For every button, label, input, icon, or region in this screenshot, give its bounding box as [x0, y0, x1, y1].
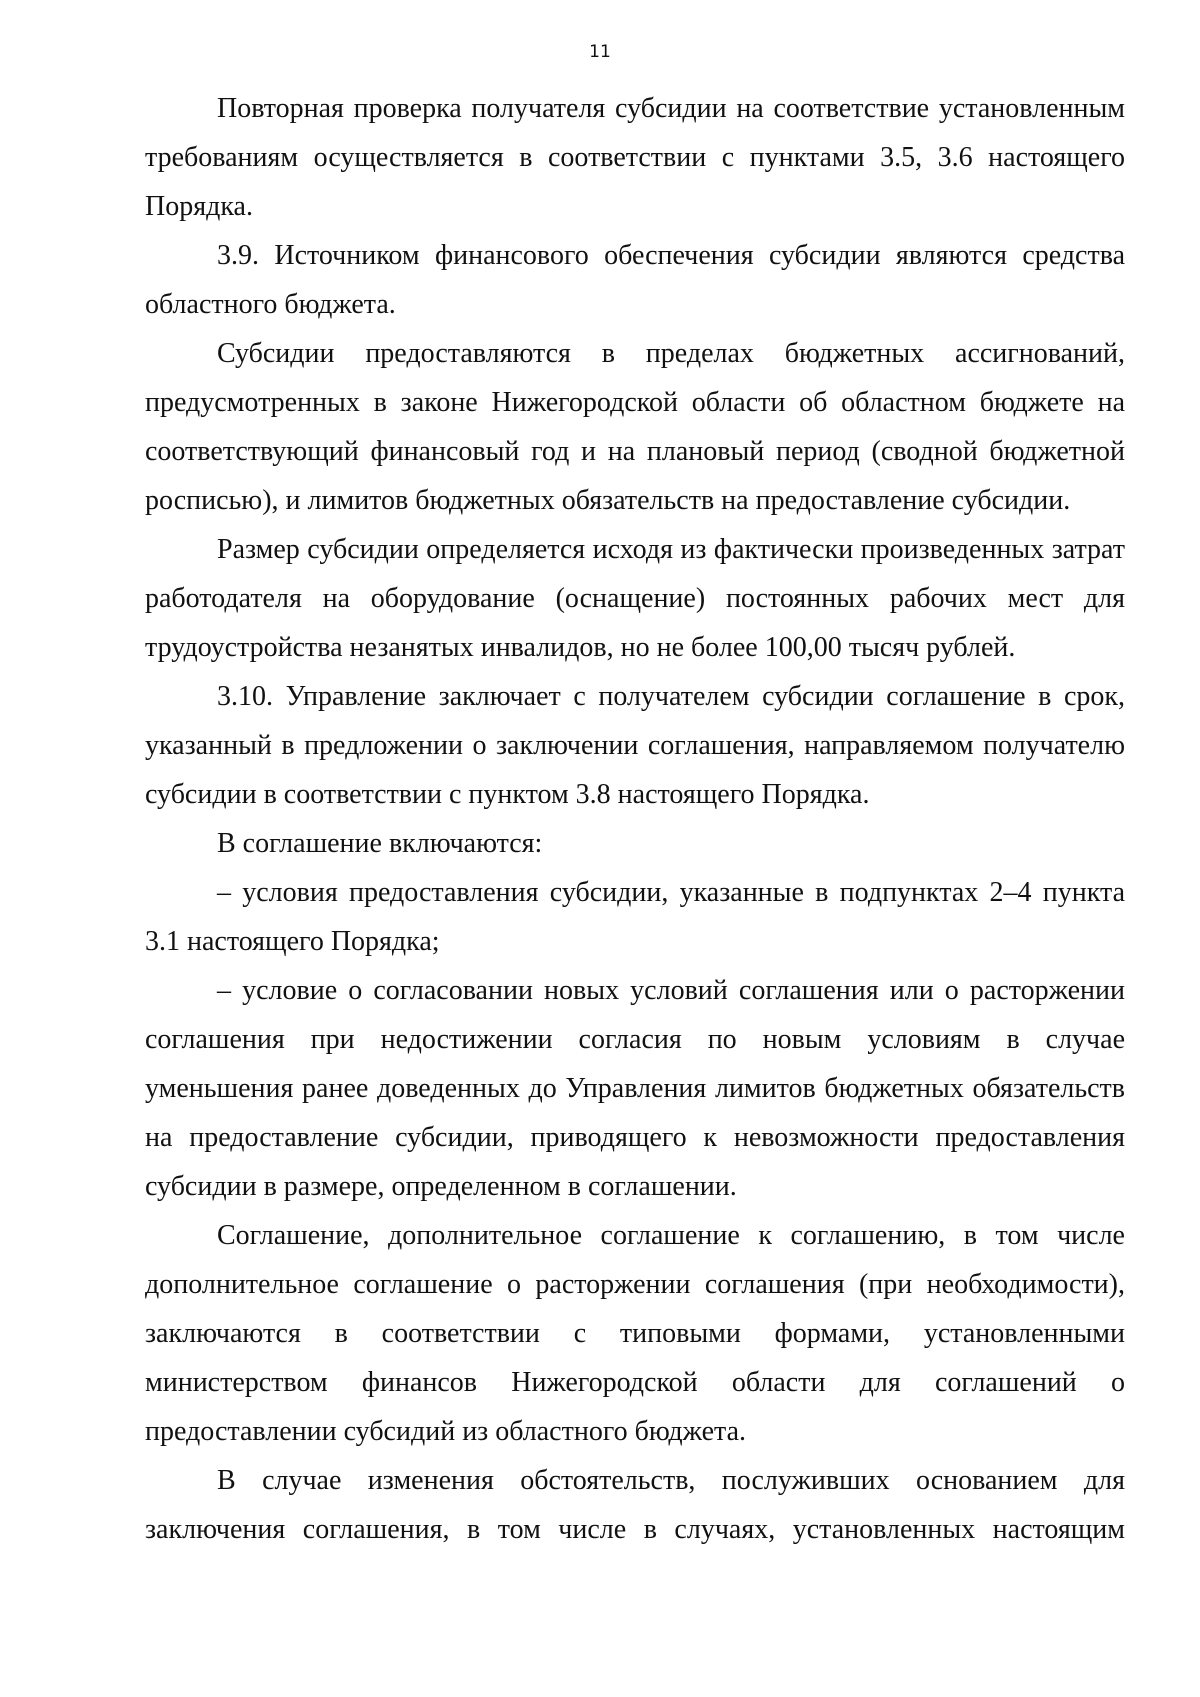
list-item-conditions: – условия предоставления субсидии, указанные в подпунктах 2–4 пункта 3.1 настоящего Порядка;	[145, 877, 1125, 957]
paragraph-circumstances-change: В случае изменения обстоятельств, послуживших основанием для заключения соглашения, в том числе в случаях, установленных настоящим	[145, 1465, 1125, 1545]
paragraph-budget-allocations: Субсидии предоставляются в пределах бюджетных ассигнований, предусмотренных в законе Нижегородской области об областном бюджете на соответствующий финансовый год и на плановый период (сводной бюджетной росписью), и лимитов бюджетных обязательств на предоставление субсидии.	[145, 338, 1125, 516]
paragraph-3-10: 3.10. Управление заключает с получателем субсидии соглашение в срок, указанный в предложении о заключении соглашения, направляемом получателю субсидии в соответствии с пунктом 3.8 настоящего Порядка.	[145, 681, 1125, 810]
paragraph-agreement-forms: Соглашение, дополнительное соглашение к соглашению, в том числе дополнительное соглашение о расторжении соглашения (при необходимости), заключаются в соответствии с типовыми формами, установленными министерством финансов Нижегородской области для соглашений о предоставлении субсидий из областного бюджета.	[145, 1220, 1125, 1447]
page-number: 11	[589, 42, 611, 62]
paragraph-3-9: 3.9. Источником финансового обеспечения субсидии являются средства областного бюджета.	[145, 240, 1125, 320]
paragraph-subsidy-amount: Размер субсидии определяется исходя из фактически произведенных затрат работодателя на оборудование (оснащение) постоянных рабочих мест для трудоустройства незанятых инвалидов, но не более 100,00 тысяч рублей.	[145, 534, 1125, 663]
list-item-agreement-terms: – условие о согласовании новых условий соглашения или о расторжении соглашения при недостижении согласия по новым условиям в случае уменьшения ранее доведенных до Управления лимитов бюджетных обязательств на предоставление субсидии, приводящего к невозможности предоставления субсидии в размере, определенном в соглашении.	[145, 975, 1125, 1202]
paragraph-repeat-check: Повторная проверка получателя субсидии на соответствие установленным требованиям осуществляется в соответствии с пунктами 3.5, 3.6 настоящего Порядка.	[145, 93, 1125, 222]
paragraph-agreement-includes: В соглашение включаются:	[217, 828, 543, 859]
document-body	[145, 84, 1125, 1554]
